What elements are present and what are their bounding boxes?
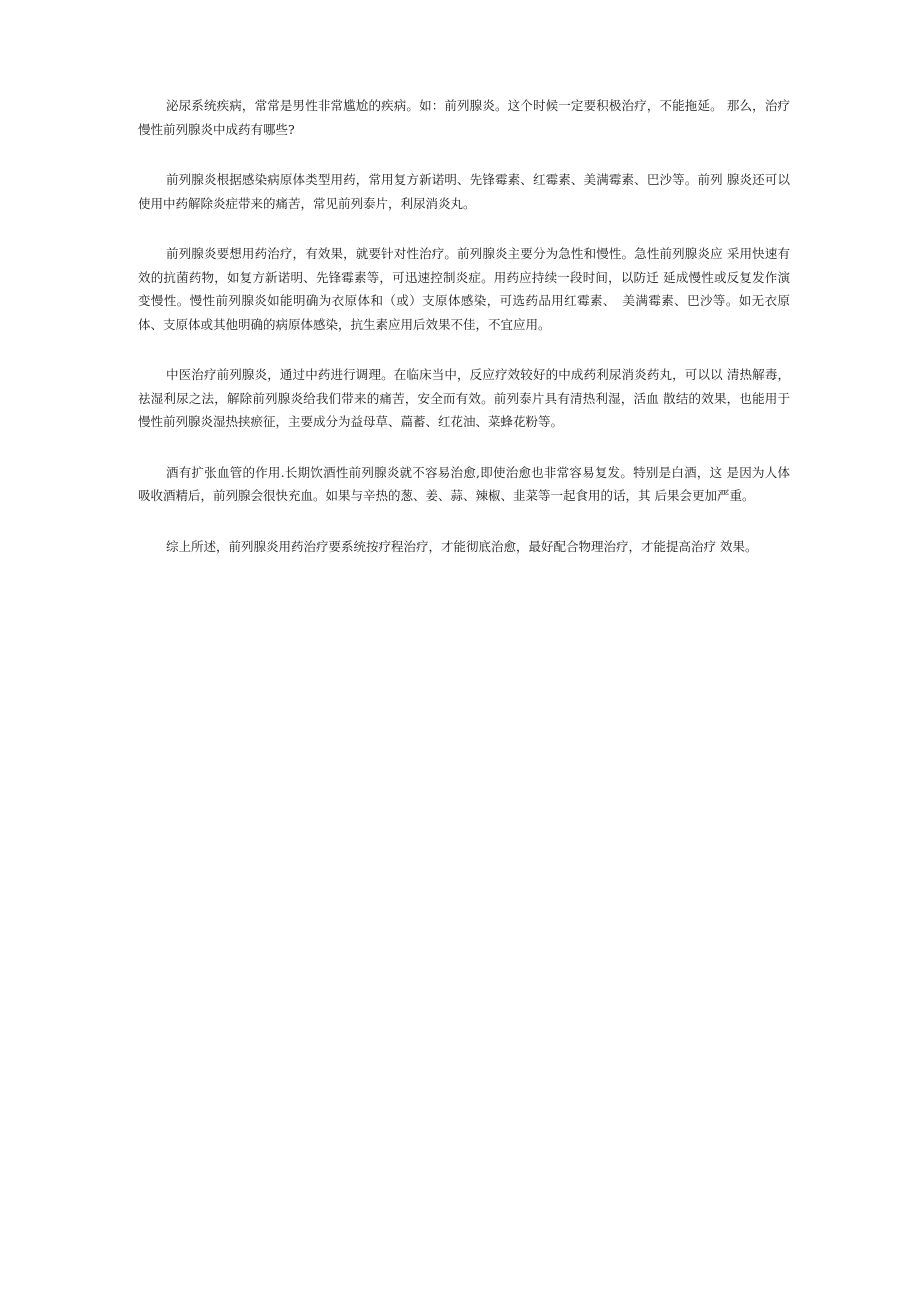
paragraph-alcohol-warning: 酒有扩张血管的作用.长期饮酒性前列腺炎就不容易治愈,即使治愈也非常容易复发。特别是白酒，这 是因为人体吸收酒精后，前列腺会很快充血。如果与辛热的葱、姜、蒜、辣椒、韭菜等一起食用的话，其 后果会更加严重。 xyxy=(138,464,790,503)
paragraph-medication-types: 前列腺炎根据感染病原体类型用药，常用复方新诺明、先锋霉素、红霉素、美满霉素、巴沙等。前列 腺炎还可以使用中药解除炎症带来的痛苦，常见前列泰片，利尿消炎丸。 xyxy=(138,172,790,211)
paragraph-tcm-treatment: 中医治疗前列腺炎，通过中药进行调理。在临床当中，反应疗效较好的中成药利尿消炎药丸，可以以 清热解毒，祛湿利尿之法，解除前列腺炎给我们带来的痛苦，安全而有效。前列泰片具有清热利湿，活血 散结的效果，也能用于慢性前列腺炎湿热挟瘀征，主要成分为益母草、萹蓄、红花油、菜蜂花粉等。 xyxy=(138,367,790,429)
paragraph-conclusion: 综上所述，前列腺炎用药治疗要系统按疗程治疗，才能彻底治愈，最好配合物理治疗，才能提高治疗 效果。 xyxy=(166,538,758,554)
paragraph-intro: 泌尿系统疾病，常常是男性非常尴尬的疾病。如：前列腺炎。这个时候一定要积极治疗，不能拖延。 那么，治疗慢性前列腺炎中成药有哪些? xyxy=(138,98,790,137)
paragraph-targeted-treatment: 前列腺炎要想用药治疗，有效果，就要针对性治疗。前列腺炎主要分为急性和慢性。急性前列腺炎应 采用快速有效的抗菌药物，如复方新诺明、先锋霉素等，可迅速控制炎症。用药应持续一段时间，以防迁 延成慢性或反复发作演变慢性。慢性前列腺炎如能明确为衣原体和（或）支原体感染，可选药品用红霉素、 美满霉素、巴沙等。如无衣原体、支原体或其他明确的病原体感染，抗生素应用后效果不佳，不宜应用。 xyxy=(138,246,790,332)
document-body xyxy=(138,94,790,585)
